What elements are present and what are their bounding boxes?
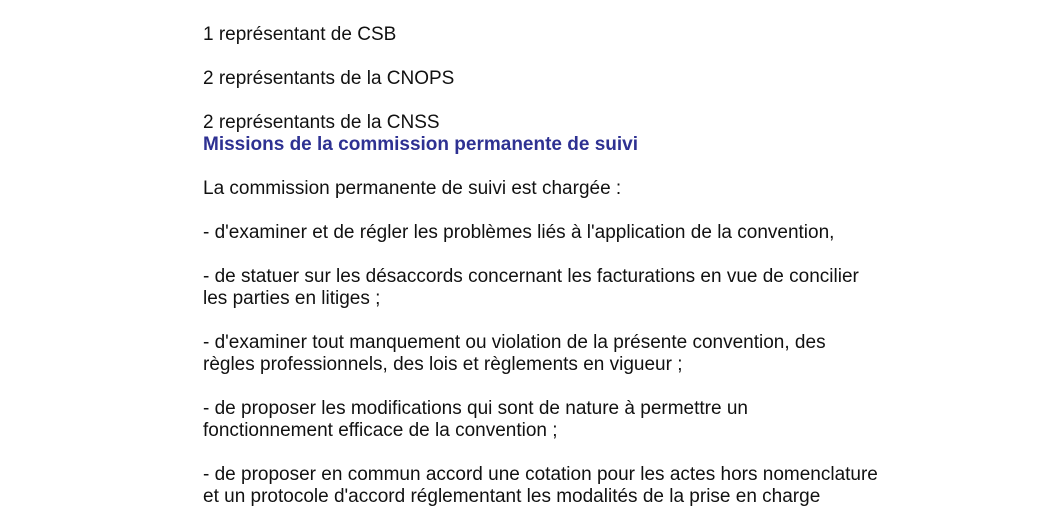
mission-line: les parties en litiges ; [203, 288, 381, 309]
mission-item [203, 332, 923, 376]
mission-line: - de statuer sur les désaccords concernant les facturations en vue de concilier [203, 266, 859, 287]
mission-item [203, 398, 923, 442]
member-line-cnov [203, 0, 923, 2]
mission-line: - d'examiner et de régler les problèmes liés à l'application de la convention, [203, 222, 835, 243]
mission-line: règles professionnels, des lois et règlements en vigueur ; [203, 354, 683, 375]
member-line-cnss: 2 représentants de la CNSS [203, 112, 440, 133]
intro-paragraph: La commission permanente de suivi est chargée : [203, 178, 622, 199]
mission-item [203, 222, 923, 244]
mission-line: - de proposer en commun accord une cotation pour les actes hors nomenclature [203, 464, 878, 485]
mission-item [203, 266, 923, 310]
mission-line: fonctionnement efficace de la convention ; [203, 420, 558, 441]
section-heading: Missions de la commission permanente de suivi [203, 134, 639, 155]
mission-line: et un protocole d'accord réglementant les modalités de la prise en charge [203, 486, 821, 507]
mission-line: - de proposer les modifications qui sont de nature à permettre un [203, 398, 748, 419]
document-body [203, 0, 923, 508]
mission-line: - d'examiner tout manquement ou violation de la présente convention, des [203, 332, 826, 353]
member-line-csb: 1 représentant de CSB [203, 24, 397, 45]
mission-item [203, 464, 923, 508]
member-line-cnops: 2 représentants de la CNOPS [203, 68, 455, 89]
